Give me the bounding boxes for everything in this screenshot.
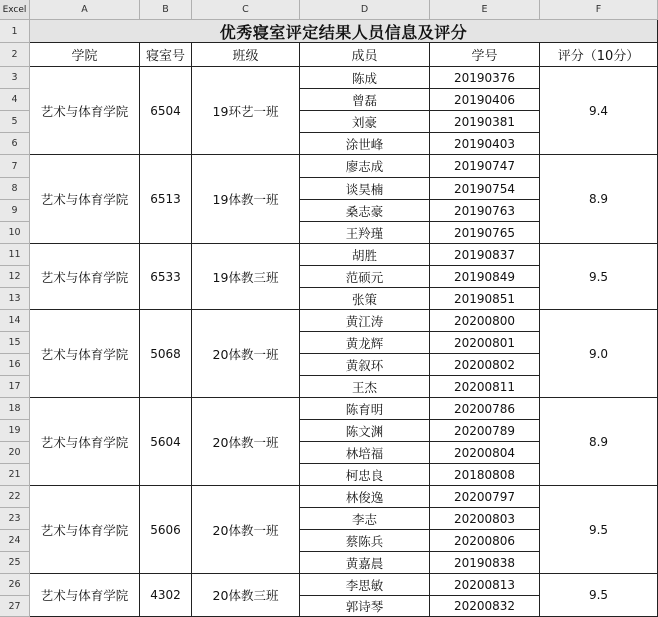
row-header[interactable]: 8 (0, 178, 30, 200)
member-name-cell[interactable]: 刘豪 (300, 111, 430, 133)
column-header-c[interactable]: C (192, 0, 300, 20)
student-id-cell[interactable]: 20190747 (430, 155, 540, 178)
student-id-cell[interactable]: 20200801 (430, 332, 540, 354)
student-id-cell[interactable]: 20190851 (430, 288, 540, 310)
row-header[interactable]: 19 (0, 420, 30, 442)
header-class[interactable]: 班级 (192, 43, 300, 67)
score-cell[interactable]: 8.9 (540, 155, 658, 244)
member-name-cell[interactable]: 桑志豪 (300, 200, 430, 222)
row-header[interactable]: 12 (0, 266, 30, 288)
student-id-cell[interactable]: 20190837 (430, 244, 540, 266)
college-cell[interactable]: 艺术与体育学院 (30, 486, 140, 574)
member-name-cell[interactable]: 黄叙环 (300, 354, 430, 376)
member-name-cell[interactable]: 黄龙辉 (300, 332, 430, 354)
class-cell[interactable]: 20体教三班 (192, 574, 300, 617)
member-name-cell[interactable]: 黄嘉晨 (300, 552, 430, 574)
student-id-cell[interactable]: 20190838 (430, 552, 540, 574)
member-name-cell[interactable]: 陈育明 (300, 398, 430, 420)
sheet-title: 优秀寝室评定结果人员信息及评分 (30, 20, 658, 43)
row-header[interactable]: 13 (0, 288, 30, 310)
row-header[interactable]: 4 (0, 89, 30, 111)
student-id-cell[interactable]: 20200800 (430, 310, 540, 332)
room-number-cell[interactable]: 6504 (140, 67, 192, 155)
row-header[interactable]: 16 (0, 354, 30, 376)
room-number-cell[interactable]: 6533 (140, 244, 192, 310)
member-name-cell[interactable]: 张策 (300, 288, 430, 310)
room-number-cell[interactable]: 5068 (140, 310, 192, 398)
member-name-cell[interactable]: 范硕元 (300, 266, 430, 288)
row-header[interactable]: 10 (0, 222, 30, 244)
college-cell[interactable]: 艺术与体育学院 (30, 155, 140, 244)
student-id-cell[interactable]: 20200832 (430, 596, 540, 617)
row-header[interactable]: 23 (0, 508, 30, 530)
member-name-cell[interactable]: 涂世峰 (300, 133, 430, 155)
column-header-b[interactable]: B (140, 0, 192, 20)
member-name-cell[interactable]: 谈昊楠 (300, 178, 430, 200)
column-header-f[interactable]: F (540, 0, 658, 20)
room-number-cell[interactable]: 5606 (140, 486, 192, 574)
app-name-label: Excel (0, 0, 30, 20)
score-cell[interactable]: 9.5 (540, 244, 658, 310)
student-id-cell[interactable]: 20190381 (430, 111, 540, 133)
student-id-cell[interactable]: 20200802 (430, 354, 540, 376)
row-header[interactable]: 27 (0, 596, 30, 617)
member-name-cell[interactable]: 廖志成 (300, 155, 430, 178)
student-id-cell[interactable]: 20190763 (430, 200, 540, 222)
row-header[interactable]: 9 (0, 200, 30, 222)
student-id-cell[interactable]: 20190754 (430, 178, 540, 200)
college-cell[interactable]: 艺术与体育学院 (30, 67, 140, 155)
student-id-cell[interactable]: 20200804 (430, 442, 540, 464)
student-id-cell[interactable]: 20190406 (430, 89, 540, 111)
student-id-cell[interactable]: 20190376 (430, 67, 540, 89)
row-header[interactable]: 7 (0, 155, 30, 178)
class-cell[interactable]: 19环艺一班 (192, 67, 300, 155)
score-cell[interactable]: 8.9 (540, 398, 658, 486)
score-cell[interactable]: 9.0 (540, 310, 658, 398)
score-cell[interactable]: 9.4 (540, 67, 658, 155)
member-name-cell[interactable]: 李志 (300, 508, 430, 530)
row-header[interactable]: 14 (0, 310, 30, 332)
score-cell[interactable]: 9.5 (540, 574, 658, 617)
row-header[interactable]: 11 (0, 244, 30, 266)
header-student-id[interactable]: 学号 (430, 43, 540, 67)
row-header[interactable]: 18 (0, 398, 30, 420)
class-cell[interactable]: 19体教三班 (192, 244, 300, 310)
row-header[interactable]: 1 (0, 20, 30, 43)
member-name-cell[interactable]: 王杰 (300, 376, 430, 398)
class-cell[interactable]: 20体教一班 (192, 486, 300, 574)
score-cell[interactable]: 9.5 (540, 486, 658, 574)
member-name-cell[interactable]: 曾磊 (300, 89, 430, 111)
member-name-cell[interactable]: 林培福 (300, 442, 430, 464)
student-id-cell[interactable]: 20200813 (430, 574, 540, 596)
student-id-cell[interactable]: 20200789 (430, 420, 540, 442)
member-name-cell[interactable]: 陈文渊 (300, 420, 430, 442)
row-header[interactable]: 5 (0, 111, 30, 133)
student-id-cell[interactable]: 20180808 (430, 464, 540, 486)
student-id-cell[interactable]: 20200806 (430, 530, 540, 552)
row-header[interactable]: 15 (0, 332, 30, 354)
member-name-cell[interactable]: 李思敏 (300, 574, 430, 596)
header-score[interactable]: 评分（10分） (540, 43, 658, 67)
class-cell[interactable]: 20体教一班 (192, 398, 300, 486)
row-header[interactable]: 26 (0, 574, 30, 596)
row-header[interactable]: 2 (0, 43, 30, 67)
row-header[interactable]: 21 (0, 464, 30, 486)
college-cell[interactable]: 艺术与体育学院 (30, 310, 140, 398)
college-cell[interactable]: 艺术与体育学院 (30, 398, 140, 486)
row-header[interactable]: 6 (0, 133, 30, 155)
room-number-cell[interactable]: 4302 (140, 574, 192, 617)
row-header[interactable]: 20 (0, 442, 30, 464)
college-cell[interactable]: 艺术与体育学院 (30, 244, 140, 310)
student-id-cell[interactable]: 20200811 (430, 376, 540, 398)
header-room[interactable]: 寝室号 (140, 43, 192, 67)
student-id-cell[interactable]: 20190849 (430, 266, 540, 288)
room-number-cell[interactable]: 5604 (140, 398, 192, 486)
student-id-cell[interactable]: 20200786 (430, 398, 540, 420)
row-header[interactable]: 24 (0, 530, 30, 552)
column-header-e[interactable]: E (430, 0, 540, 20)
row-header[interactable]: 25 (0, 552, 30, 574)
student-id-cell[interactable]: 20200803 (430, 508, 540, 530)
member-name-cell[interactable]: 陈成 (300, 67, 430, 89)
row-header[interactable]: 3 (0, 67, 30, 89)
member-name-cell[interactable]: 胡胜 (300, 244, 430, 266)
header-college[interactable]: 学院 (30, 43, 140, 67)
college-cell[interactable]: 艺术与体育学院 (30, 574, 140, 617)
member-name-cell[interactable]: 黄江涛 (300, 310, 430, 332)
column-header-a[interactable]: A (30, 0, 140, 20)
student-id-cell[interactable]: 20200797 (430, 486, 540, 508)
header-member[interactable]: 成员 (300, 43, 430, 67)
row-header[interactable]: 17 (0, 376, 30, 398)
member-name-cell[interactable]: 林俊逸 (300, 486, 430, 508)
room-number-cell[interactable]: 6513 (140, 155, 192, 244)
student-id-cell[interactable]: 20190403 (430, 133, 540, 155)
class-cell[interactable]: 20体教一班 (192, 310, 300, 398)
column-header-d[interactable]: D (300, 0, 430, 20)
row-header[interactable]: 22 (0, 486, 30, 508)
member-name-cell[interactable]: 郭诗琴 (300, 596, 430, 617)
member-name-cell[interactable]: 王羚瑾 (300, 222, 430, 244)
member-name-cell[interactable]: 蔡陈兵 (300, 530, 430, 552)
member-name-cell[interactable]: 柯忠良 (300, 464, 430, 486)
class-cell[interactable]: 19体教一班 (192, 155, 300, 244)
student-id-cell[interactable]: 20190765 (430, 222, 540, 244)
